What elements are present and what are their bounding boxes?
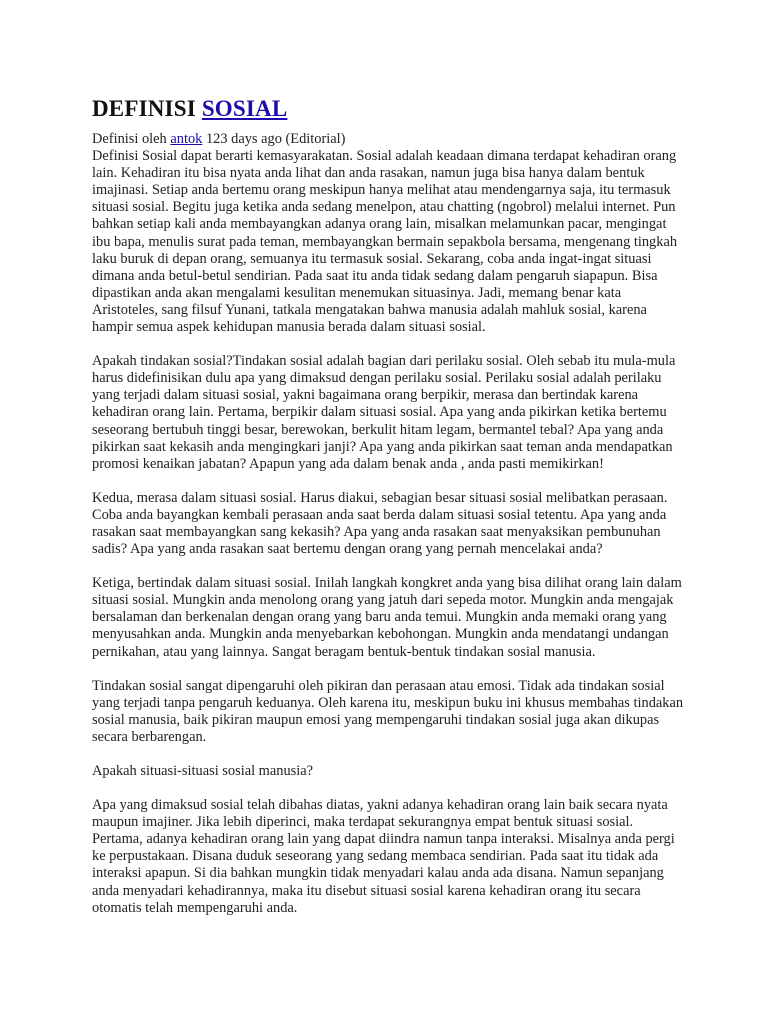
paragraph-4: Ketiga, bertindak dalam situasi sosial. Inilah langkah kongkret anda yang bisa dilihat orang lain dalam situasi sosial. Mungkin anda menolong orang yang jatuh dari sepeda motor. Mungkin anda mengajak bersalaman dan berkenalan dengan orang yang baru anda temui. Mungkin anda memaki orang yang menyusahkan anda. Mungkin anda menyebarkan kebohongan. Mungkin anda mendatangi undangan pernikahan, atau yang lainnya. Sangat beragam bentuk-bentuk tindakan sosial manusia. — [92, 575, 682, 660]
paragraph-3: Kedua, merasa dalam situasi sosial. Harus diakui, sebagian besar situasi sosial melibatkan perasaan. Coba anda bayangkan kembali perasaan anda saat berda dalam situasi sosial tetentu. Apa yang anda rasakan saat membayangkan sang kekasih? Apa yang anda rasakan saat menyaksikan pembunuhan sadis? Apa yang anda rasakan saat bertemu dengan orang yang pernah mencelakai anda? — [92, 489, 668, 558]
section-heading: Apakah situasi-situasi sosial manusia? — [92, 763, 314, 779]
meta-suffix: 123 days ago (Editorial) — [205, 131, 346, 147]
paragraph-6: Apa yang dimaksud sosial telah dibahas diatas, yakni adanya kehadiran orang lain baik secara nyata maupun imajiner. Jika lebih diperinci, maka terdapat sekurangnya empat bentuk situasi sosial. Pertama, adanya kehadiran orang lain yang dapat diindra namun tanpa interaksi. Misalnya anda pergi ke perpustakaan. Disana duduk seseorang yang sedang membaca sendirian. Pada saat itu tidak ada interaksi apapun. Si dia bahkan mungkin tidak menyadari kalau anda ada disana. Namun sepanjang anda menyadari kehadirannya, maka itu disebut situasi sosial karena kehadiran orang itu secara otomatis telah mempengaruhi anda. — [92, 797, 675, 916]
paragraph-2: Apakah tindakan sosial?Tindakan sosial adalah bagian dari perilaku sosial. Oleh sebab itu mula-mula harus didefinisikan dulu apa yang dimaksud dengan perilaku sosial. Perilaku sosial adalah perilaku yang terjadi dalam situasi sosial, yakni bagaimana orang berpikir, merasa dan bertindak karena kehadiran orang lain. Pertama, berpikir dalam situasi sosial. Apa yang anda pikirkan ketika bertemu seseorang bertubuh tinggi besar, berewokan, berkulit hitam legam, bermantel tebal? Apa yang anda pikirkan saat kekasih anda mengingkari janji? Apa yang anda pikirkan saat teman anda mendapatkan promosi kenaikan jabatan? Apapun yang ada dalam benak anda , anda pasti memikirkan! — [92, 353, 676, 472]
article-meta — [92, 131, 686, 148]
page-title — [92, 93, 686, 125]
title-prefix: DEFINISI — [92, 96, 196, 121]
article — [92, 93, 686, 934]
author-link[interactable]: antok — [170, 131, 203, 147]
paragraph-5: Tindakan sosial sangat dipengaruhi oleh pikiran dan perasaan atau emosi. Tidak ada tindakan sosial yang terjadi tanpa pengaruh keduanya. Oleh karena itu, meskipun buku ini khusus membahas tindakan sosial manusia, baik pikiran maupun emosi yang mempengaruhi tindakan sosial juga akan dikupas secara berbarengan. — [92, 677, 684, 745]
title-link-sosial[interactable]: SOSIAL — [201, 96, 288, 121]
paragraph-1: Definisi Sosial dapat berarti kemasyarakatan. Sosial adalah keadaan dimana terdapat kehadiran orang lain. Kehadiran itu bisa nyata anda lihat dan anda rasakan, namun juga bisa hanya dalam bentuk imajinasi. Setiap anda bertemu orang meskipun hanya melihat atau mendengarnya saja, itu termasuk situasi sosial. Begitu juga ketika anda sedang menelpon, atau chatting (ngobrol) melalui internet. Pun bahkan setiap kali anda membayangkan adanya orang lain, misalkan melamunkan pacar, mengingat ibu bapa, menulis surat pada teman, membayangkan bermain sepakbola bersama, mengenang tingkah laku buruk di depan orang, semuanya itu termasuk sosial. Sekarang, coba anda ingat-ingat situasi dimana anda betul-betul sendirian. Pada saat itu anda tidak sedang dalam pengaruh siapapun. Bisa dipastikan anda akan mengalami kesulitan menemukan situasinya. Jadi, memang benar kata Aristoteles, sang filsuf Yunani, tatkala mengatakan bahwa manusia adalah mahluk sosial, karena hampir semua aspek kehidupan manusia berada dalam situasi sosial. — [92, 148, 678, 336]
meta-prefix: Definisi oleh — [92, 131, 167, 147]
